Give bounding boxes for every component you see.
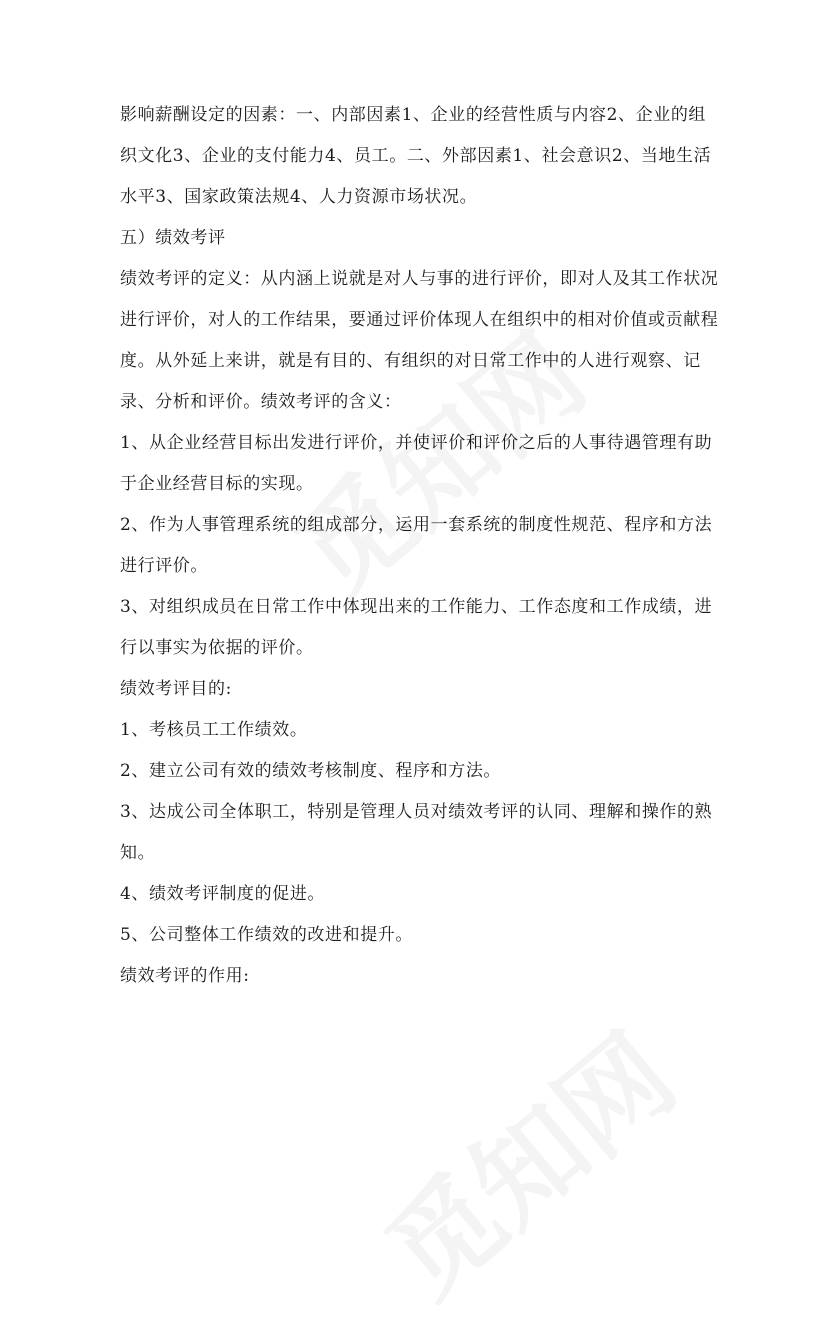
subheading-purpose: 绩效考评目的: — [120, 679, 232, 699]
paragraph-definition: 绩效考评的定义：从内涵上说就是对人与事的进行评价，即对人及其工作状况进行评价，对人的工作结果，要通过评价体现人在组织中的相对价值或贡献程度。从外延上来讲，就是有目的、有组织的对日常工作中的人进行观察、记录、分析和评价。绩效考评的含义： — [120, 269, 719, 412]
list-item: 4、绩效考评制度的促进。 — [120, 884, 326, 904]
list-item: 5、公司整体工作绩效的改进和提升。 — [120, 925, 414, 945]
document-body — [120, 95, 720, 997]
list-item: 2、作为人事管理系统的组成部分，运用一套系统的制度性规范、程序和方法进行评价。 — [120, 515, 713, 576]
subheading-function: 绩效考评的作用: — [120, 966, 250, 986]
section-heading-performance-evaluation: 五）绩效考评 — [120, 228, 226, 248]
paragraph-salary-factors: 影响薪酬设定的因素：一、内部因素1、企业的经营性质与内容2、企业的组织文化3、企业的支付能力4、员工。二、外部因素1、社会意识2、当地生活水平3、国家政策法规4、人力资源市场状况。 — [120, 105, 712, 207]
list-item: 1、考核员工工作绩效。 — [120, 720, 308, 740]
watermark-logo — [348, 992, 702, 1325]
list-item: 1、从企业经营目标出发进行评价，并使评价和评价之后的人事待遇管理有助于企业经营目标的实现。 — [120, 433, 713, 494]
list-item: 3、对组织成员在日常工作中体现出来的工作能力、工作态度和工作成绩，进行以事实为依据的评价。 — [120, 597, 713, 658]
list-item: 2、建立公司有效的绩效考核制度、程序和方法。 — [120, 761, 502, 781]
list-item: 3、达成公司全体职工，特别是管理人员对绩效考评的认同、理解和操作的熟知。 — [120, 802, 713, 863]
